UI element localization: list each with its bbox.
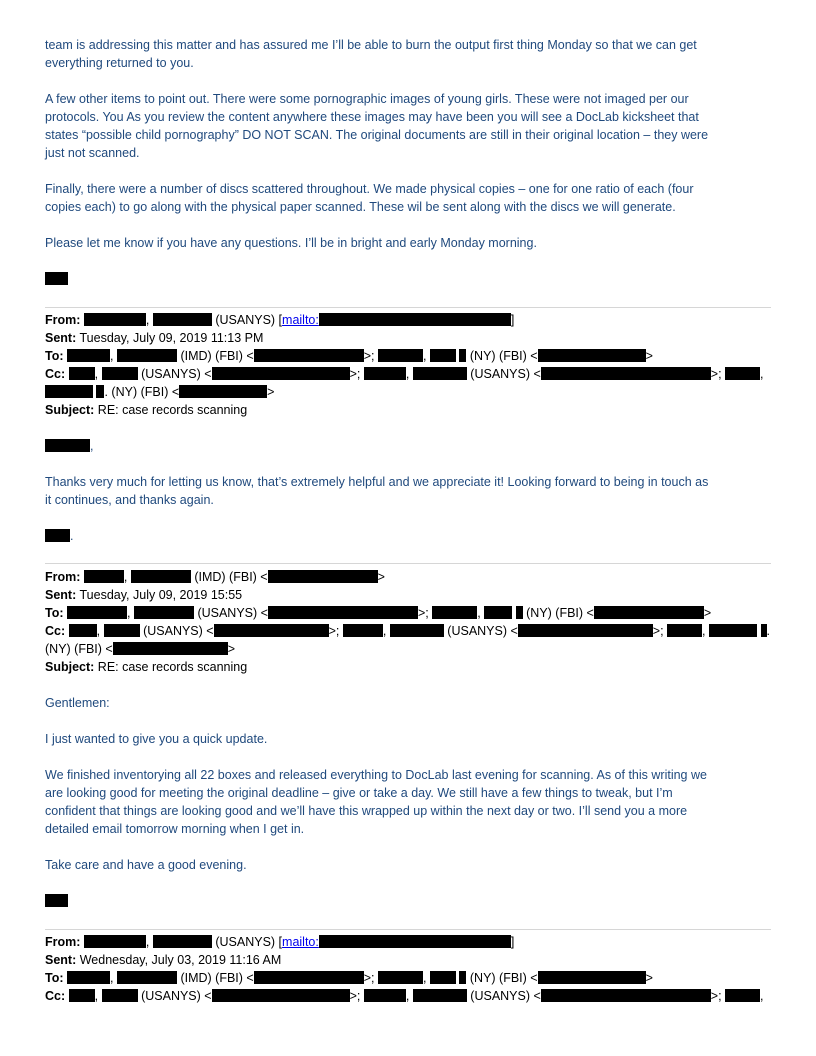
redaction-bar [364,367,406,380]
body-text-line: states “possible child pornography” DO NOT SCAN. The original documents are still in their original location – they were [45,128,709,142]
redaction-bar [102,989,138,1002]
signature-line [45,892,68,910]
greeting-line: Gentlemen: [45,696,110,710]
redaction-bar [254,349,364,362]
body-text-line: detailed email tomorrow morning when I get in. [45,822,305,836]
redaction-bar [390,624,444,637]
header-divider [45,929,771,930]
body-text-line: copies each) to go along with the physical paper scanned. These wil be sent along with the discs we will generate. [45,200,676,214]
sent-label: Sent: [45,331,77,345]
body-text-line: just not scanned. [45,146,140,160]
redaction-bar [378,971,423,984]
redaction-bar [518,624,653,637]
redaction-bar [69,989,95,1002]
body-text-line: A few other items to point out. There were some pornographic images of young girls. These were not imaged per our [45,92,689,106]
header-cc-line: Cc: , (USANYS) < >; , (USANYS) < >; , [45,367,764,381]
subject-label: Subject: [45,660,95,674]
cc-label: Cc: [45,989,66,1003]
header-to-line: To: , (USANYS) < >; , (NY) (FBI) < > [45,606,712,620]
redaction-bar [69,367,95,380]
body-text-line: We finished inventorying all 22 boxes and released everything to DocLab last evening for scanning. As of this writing we [45,768,707,782]
sent-value: Tuesday, July 09, 2019 15:55 [79,588,243,602]
body-text-line: Please let me know if you have any questions. I’ll be in bright and early Monday morning. [45,236,537,250]
body-text-line: Thanks very much for letting us know, that’s extremely helpful and we appreciate it! Looking forward to being in touch as [45,475,709,489]
redaction-bar [538,349,646,362]
redaction-bar [541,367,711,380]
redaction-bar [104,624,140,637]
header-cc-line-cont: (NY) (FBI) < > [45,642,236,656]
redaction-bar [538,971,646,984]
header-from-line: From: , (IMD) (FBI) < > [45,570,385,584]
redaction-bar [667,624,702,637]
redaction-bar [134,606,194,619]
redaction-bar [69,624,97,637]
redaction-bar [413,989,467,1002]
redaction-bar [413,367,467,380]
mailto-link[interactable]: mailto: [282,313,319,327]
redaction-bar [67,971,110,984]
redaction-bar [131,570,191,583]
header-from-line: From: , (USANYS) [mailto: ] [45,935,515,949]
to-label: To: [45,349,64,363]
redaction-bar [102,367,138,380]
header-to-line: To: , (IMD) (FBI) < >; , (NY) (FBI) < > [45,971,653,985]
header-cc-line: Cc: , (USANYS) < >; , (USANYS) < >; , [45,989,764,1003]
redaction-bar [516,606,523,619]
sent-value: Tuesday, July 09, 2019 11:13 PM [79,331,264,345]
sent-label: Sent: [45,953,77,967]
redaction-bar [45,385,93,398]
header-divider [45,307,771,308]
greeting-line: , [45,437,93,455]
header-from-line: From: , (USANYS) [mailto: ] [45,313,515,327]
cc-label: Cc: [45,367,66,381]
body-text-line: I just wanted to give you a quick update. [45,732,268,746]
body-text-line: Take care and have a good evening. [45,858,247,872]
header-cc-line-cont: . (NY) (FBI) < > [45,383,274,401]
redaction-bar [484,606,512,619]
header-sent-line [45,329,263,347]
body-text-line: team is addressing this matter and has assured me I’ll be able to burn the output first thing Monday so that we can get [45,38,697,52]
redaction-bar [67,349,110,362]
redaction-bar [45,894,68,907]
signature-line: . [45,527,73,545]
redaction-bar [117,349,177,362]
sent-label: Sent: [45,588,77,602]
header-subject-line [45,401,247,419]
redaction-bar [432,606,477,619]
header-sent-line [45,951,281,969]
redaction-bar [153,313,212,326]
redaction-bar [268,606,418,619]
from-label: From: [45,935,81,949]
body-text-line: Finally, there were a number of discs scattered throughout. We made physical copies – one for one ratio of each (four [45,182,694,196]
redaction-bar [709,624,757,637]
body-text-line: are looking good for meeting the original deadline – give or take a day. We still have a few things to tweak, but I’m [45,786,673,800]
redaction-bar [84,313,146,326]
subject-value: RE: case records scanning [97,660,248,674]
to-label: To: [45,606,64,620]
redaction-bar [84,935,146,948]
redaction-bar [364,989,406,1002]
to-label: To: [45,971,64,985]
header-subject-line [45,658,247,676]
sent-value: Wednesday, July 03, 2019 11:16 AM [79,953,282,967]
subject-value: RE: case records scanning [97,403,248,417]
redaction-bar [319,935,511,948]
header-sent-line [45,586,242,604]
header-cc-line: Cc: , (USANYS) < >; , (USANYS) < >; , . [45,624,770,638]
mailto-link[interactable]: mailto: [282,935,319,949]
redaction-bar [378,349,423,362]
redaction-bar [254,971,364,984]
redaction-bar [45,529,70,542]
redaction-bar [594,606,704,619]
redaction-bar [725,367,760,380]
signature-line [45,270,68,288]
redaction-bar [725,989,760,1002]
redaction-bar [153,935,212,948]
subject-label: Subject: [45,403,95,417]
redaction-bar [430,349,456,362]
redaction-bar [45,439,90,452]
redaction-bar [268,570,378,583]
redaction-bar [45,272,68,285]
redaction-bar [343,624,383,637]
body-text-line: confident that things are looking good and we’ll have this wrapped up within the next day or two. I’ll send you a more [45,804,688,818]
body-text-line: protocols. You As you review the content anywhere these images may have been you will see a DocLab kicksheet that [45,110,699,124]
body-text-line: it continues, and thanks again. [45,493,214,507]
redaction-bar [541,989,711,1002]
redaction-bar [84,570,124,583]
from-label: From: [45,313,81,327]
redaction-bar [113,642,228,655]
redaction-bar [179,385,267,398]
redaction-bar [117,971,177,984]
header-divider [45,563,771,564]
body-text-line: everything returned to you. [45,56,194,70]
redaction-bar [319,313,511,326]
redaction-bar [212,989,350,1002]
redaction-bar [214,624,329,637]
redaction-bar [430,971,456,984]
from-label: From: [45,570,81,584]
redaction-bar [67,606,127,619]
cc-label: Cc: [45,624,66,638]
redaction-bar [212,367,350,380]
header-to-line: To: , (IMD) (FBI) < >; , (NY) (FBI) < > [45,349,653,363]
